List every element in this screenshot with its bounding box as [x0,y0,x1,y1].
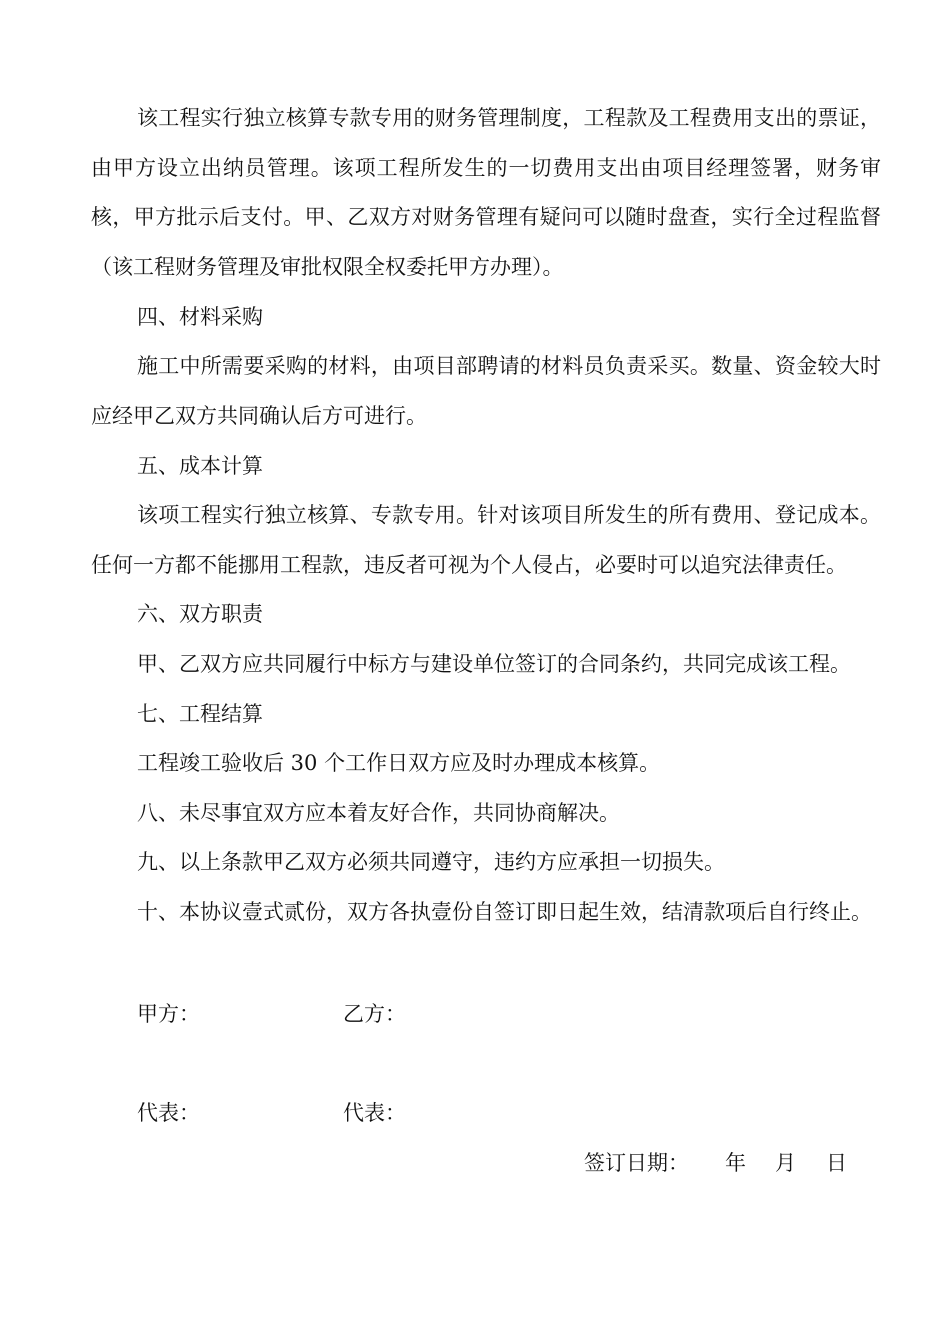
date-day: 日 [826,1151,847,1175]
date-year: 年 [725,1151,746,1175]
settlement-paragraph: 工程竣工验收后 30 个工作日双方应及时办理成本核算。 [137,751,661,775]
materials-paragraph: 施工中所需要采购的材料，由项目部聘请的材料员负责采买。数量、资金较大时应经甲乙双方共同确认后方可进行。 [91,354,881,428]
representative-b-label: 代表： [343,1101,406,1125]
signing-date-label: 签订日期： [584,1151,689,1175]
section-heading-settlement: 七、工程结算 [137,702,263,726]
finance-management-paragraph: 该工程实行独立核算专款专用的财务管理制度，工程款及工程费用支出的票证，由甲方设立出纳员管理。该项工程所发生的一切费用支出由项目经理签署，财务审核，甲方批示后支付。甲、乙双方对财务管理有疑问可以随时盘查，实行全过程监督（该工程财务管理及审批权限全权委托甲方办理）。 [91,106,881,279]
section-heading-cost: 五、成本计算 [137,454,263,478]
clause-ten: 十、本协议壹式贰份，双方各执壹份自签订即日起生效，结清款项后自行终止。 [137,900,872,924]
clause-eight: 八、未尽事宜双方应本着友好合作，共同协商解决。 [137,801,620,825]
representative-a-label: 代表： [137,1101,200,1125]
date-month: 月 [775,1151,796,1175]
section-heading-duties: 六、双方职责 [137,602,263,626]
clause-nine: 九、以上条款甲乙双方必须共同遵守，违约方应承担一切损失。 [137,850,725,874]
cost-paragraph: 该项工程实行独立核算、专款专用。针对该项目所发生的所有费用、登记成本。任何一方都不能挪用工程款，违反者可视为个人侵占，必要时可以追究法律责任。 [91,503,881,577]
duties-paragraph: 甲、乙双方应共同履行中标方与建设单位签订的合同条约，共同完成该工程。 [137,652,851,676]
section-heading-materials: 四、材料采购 [137,305,263,329]
party-b-label: 乙方： [343,1002,406,1026]
party-a-label: 甲方： [137,1002,200,1026]
